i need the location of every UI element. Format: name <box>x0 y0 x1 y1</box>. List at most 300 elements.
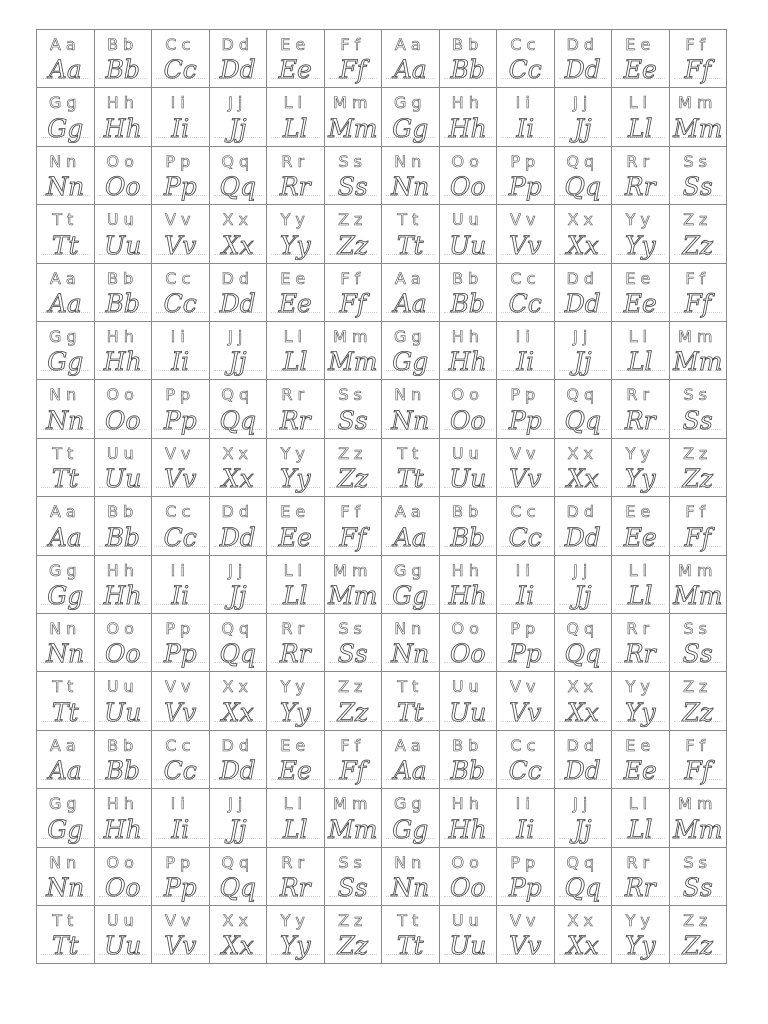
letter-cell <box>496 263 555 322</box>
cursive-trace-text: Ss <box>682 172 713 202</box>
print-letter-pair: Oo <box>106 619 139 638</box>
letter-cell <box>669 29 728 88</box>
print-letter-pair: Mm <box>333 794 373 814</box>
print-letter-pair: Mm <box>333 93 373 113</box>
cursive-letter-pair <box>37 524 94 552</box>
cursive-trace-text: Pp <box>508 405 542 435</box>
letter-cell <box>554 204 613 263</box>
letter-cell <box>151 379 210 438</box>
letter-cell <box>151 613 210 672</box>
letter-cell <box>94 671 153 730</box>
cursive-trace-text: Mm <box>673 580 723 610</box>
letter-cell <box>496 847 555 906</box>
cursive-trace-text: Ll <box>282 347 308 377</box>
print-letter-pair: Yy <box>280 677 310 697</box>
letter-cell <box>151 496 210 555</box>
cursive-trace-text: Ss <box>337 405 368 435</box>
print-letter-pair: Cc <box>510 268 541 288</box>
cursive-trace-text: Qq <box>564 405 601 435</box>
cursive-letter-pair <box>267 699 324 727</box>
letter-cell <box>94 788 153 847</box>
print-letter-pair: Ee <box>625 268 656 288</box>
print-letter-pair: Mm <box>333 560 373 580</box>
cursive-letter-pair <box>152 699 209 727</box>
cursive-trace-text: Yy <box>279 697 311 727</box>
cursive-letter-pair <box>382 640 439 668</box>
print-letter-pair: Cc <box>510 735 541 755</box>
letter-cell <box>439 379 498 438</box>
print-letter-pair: Bb <box>107 268 139 288</box>
cursive-trace-text: Oo <box>449 872 486 902</box>
print-letter-pair: Gg <box>48 794 82 814</box>
cursive-letter-pair <box>95 816 152 844</box>
cursive-letter-pair <box>37 173 94 201</box>
print-letter-pair: Zz <box>338 677 368 697</box>
print-letter-pair: Vv <box>510 443 541 463</box>
cursive-letter-pair <box>210 465 267 493</box>
letter-cell <box>439 905 498 964</box>
cursive-letter-pair <box>497 232 554 260</box>
cursive-letter-pair <box>670 699 727 727</box>
print-letter-pair: Dd <box>566 502 599 522</box>
cursive-trace-text: Ll <box>627 347 653 377</box>
letter-cell <box>554 847 613 906</box>
cursive-letter-pair <box>440 173 497 201</box>
letter-cell <box>324 905 383 964</box>
cursive-letter-pair <box>95 173 152 201</box>
print-letter-pair: Bb <box>452 502 484 522</box>
cursive-trace-text: Uu <box>449 230 487 260</box>
cursive-trace-text: Uu <box>449 931 487 961</box>
letter-cell <box>36 29 95 88</box>
cursive-letter-pair <box>670 407 727 435</box>
cursive-letter-pair <box>267 173 324 201</box>
cursive-trace-text: Zz <box>337 931 369 961</box>
cursive-letter-pair <box>555 56 612 84</box>
print-letter-pair: Nn <box>49 852 82 872</box>
cursive-letter-pair <box>95 932 152 960</box>
cursive-trace-text: Rr <box>624 639 656 669</box>
print-letter-pair: Ii <box>515 327 535 346</box>
print-letter-pair: Yy <box>625 210 655 230</box>
cursive-trace-text: Pp <box>163 872 197 902</box>
cursive-trace-text: Bb <box>450 288 485 318</box>
letter-cell <box>439 496 498 555</box>
cursive-letter-pair <box>152 932 209 960</box>
cursive-trace-text: Gg <box>47 347 84 377</box>
cursive-letter-pair <box>670 290 727 318</box>
cursive-trace-text: Bb <box>450 522 485 552</box>
letter-cell <box>324 321 383 380</box>
print-letter-pair: Ll <box>283 327 307 346</box>
cursive-trace-text: Mm <box>673 113 723 143</box>
letter-cell <box>554 87 613 146</box>
print-letter-pair: Ll <box>628 93 652 113</box>
cursive-trace-text: Ee <box>278 288 312 318</box>
cursive-trace-text: Qq <box>219 405 256 435</box>
print-letter-pair: Jj <box>228 327 248 346</box>
cursive-trace-text: Nn <box>46 405 85 435</box>
print-letter-pair: Mm <box>678 327 718 346</box>
print-letter-pair: Nn <box>49 385 82 405</box>
cursive-trace-text: Ss <box>337 172 368 202</box>
print-letter-pair: Uu <box>106 443 139 463</box>
cursive-trace-text: Zz <box>682 230 714 260</box>
cursive-letter-pair <box>325 348 382 376</box>
print-letter-pair: Gg <box>48 327 82 346</box>
cursive-trace-text: Dd <box>564 756 601 786</box>
print-letter-pair: Nn <box>394 151 427 171</box>
cursive-letter-pair <box>210 757 267 785</box>
cursive-letter-pair <box>37 582 94 610</box>
cursive-trace-text: Mm <box>328 814 378 844</box>
letter-cell <box>669 321 728 380</box>
print-letter-pair: Rr <box>626 151 655 171</box>
cursive-letter-pair <box>555 874 612 902</box>
letter-cell <box>611 730 670 789</box>
cursive-letter-pair <box>440 816 497 844</box>
letter-cell <box>496 613 555 672</box>
letter-cell <box>209 847 268 906</box>
letter-cell <box>669 847 728 906</box>
cursive-trace-text: Hh <box>103 347 142 377</box>
cursive-trace-text: Jj <box>573 347 592 377</box>
cursive-letter-pair <box>325 874 382 902</box>
letter-cell <box>151 263 210 322</box>
cursive-trace-text: Xx <box>566 931 599 961</box>
cursive-letter-pair <box>325 640 382 668</box>
cursive-trace-text: Xx <box>221 464 254 494</box>
cursive-letter-pair <box>95 56 152 84</box>
letter-cell <box>209 87 268 146</box>
cursive-letter-pair <box>325 56 382 84</box>
print-letter-pair: Ff <box>340 268 366 288</box>
cursive-trace-text: Rr <box>624 872 656 902</box>
print-letter-pair: Yy <box>625 677 655 697</box>
cursive-trace-text: Zz <box>337 230 369 260</box>
print-letter-pair: Cc <box>165 268 196 288</box>
cursive-letter-pair <box>670 874 727 902</box>
print-letter-pair: Ee <box>625 735 656 755</box>
print-letter-pair: Mm <box>333 327 373 346</box>
cursive-trace-text: Ii <box>516 814 535 844</box>
cursive-trace-text: Bb <box>105 55 140 85</box>
cursive-trace-text: Cc <box>163 756 197 786</box>
letter-cell <box>151 730 210 789</box>
cursive-letter-pair <box>497 874 554 902</box>
letter-cell <box>209 788 268 847</box>
cursive-trace-text: Mm <box>673 814 723 844</box>
print-letter-pair: Ee <box>625 35 656 54</box>
print-letter-pair: Xx <box>222 443 253 463</box>
print-letter-pair: Dd <box>566 735 599 755</box>
print-letter-pair: Pp <box>165 619 196 638</box>
cursive-trace-text: Ii <box>171 347 190 377</box>
print-letter-pair: Tt <box>397 210 424 230</box>
print-letter-pair: Vv <box>510 677 541 697</box>
letter-cell <box>151 321 210 380</box>
cursive-trace-text: Jj <box>228 113 247 143</box>
cursive-trace-text: Aa <box>393 522 427 552</box>
cursive-letter-pair <box>325 699 382 727</box>
cursive-letter-pair <box>670 348 727 376</box>
cursive-letter-pair <box>382 874 439 902</box>
cursive-letter-pair <box>382 407 439 435</box>
letter-cell <box>324 671 383 730</box>
letter-cell <box>209 379 268 438</box>
print-letter-pair: Yy <box>280 911 310 930</box>
cursive-trace-text: Zz <box>337 464 369 494</box>
cursive-trace-text: Tt <box>51 464 79 494</box>
letter-cell <box>209 263 268 322</box>
cursive-trace-text: Gg <box>392 580 429 610</box>
cursive-trace-text: Qq <box>564 639 601 669</box>
print-letter-pair: Tt <box>397 443 424 463</box>
cursive-letter-pair <box>152 816 209 844</box>
print-letter-pair: Dd <box>566 35 599 54</box>
cursive-trace-text: Ii <box>516 580 535 610</box>
cursive-trace-text: Uu <box>104 230 142 260</box>
cursive-letter-pair <box>440 465 497 493</box>
letter-cell <box>381 788 440 847</box>
cursive-trace-text: Hh <box>103 580 142 610</box>
print-letter-pair: Ss <box>338 619 367 638</box>
print-letter-pair: Uu <box>451 210 484 230</box>
cursive-letter-pair <box>555 348 612 376</box>
letter-cell <box>36 788 95 847</box>
cursive-letter-pair <box>612 582 669 610</box>
cursive-letter-pair <box>440 582 497 610</box>
cursive-trace-text: Ff <box>339 55 367 85</box>
letter-cell <box>611 263 670 322</box>
letter-cell <box>669 146 728 205</box>
cursive-trace-text: Tt <box>396 931 424 961</box>
print-letter-pair: Cc <box>165 735 196 755</box>
letter-cell <box>209 204 268 263</box>
print-letter-pair: Tt <box>397 677 424 697</box>
print-letter-pair: Gg <box>393 560 427 580</box>
cursive-letter-pair <box>440 56 497 84</box>
cursive-trace-text: Yy <box>279 230 311 260</box>
cursive-letter-pair <box>555 932 612 960</box>
letter-cell <box>439 788 498 847</box>
letter-cell <box>611 613 670 672</box>
print-letter-pair: Vv <box>165 911 196 930</box>
cursive-letter-pair <box>497 932 554 960</box>
cursive-trace-text: Jj <box>228 580 247 610</box>
print-letter-pair: Ff <box>340 502 366 522</box>
letter-cell <box>209 905 268 964</box>
cursive-trace-text: Ii <box>516 113 535 143</box>
cursive-letter-pair <box>267 348 324 376</box>
print-letter-pair: Jj <box>228 794 248 814</box>
print-letter-pair: Yy <box>280 210 310 230</box>
cursive-trace-text: Ll <box>282 580 308 610</box>
print-letter-pair: Bb <box>452 35 484 54</box>
cursive-letter-pair <box>382 524 439 552</box>
cursive-letter-pair <box>152 524 209 552</box>
cursive-trace-text: Vv <box>164 230 197 260</box>
print-letter-pair: Ss <box>683 619 712 638</box>
print-letter-pair: Cc <box>510 35 541 54</box>
print-letter-pair: Hh <box>106 327 139 346</box>
cursive-trace-text: Tt <box>51 931 79 961</box>
print-letter-pair: Oo <box>451 385 484 405</box>
letter-cell <box>266 730 325 789</box>
letter-cell <box>381 321 440 380</box>
print-letter-pair: Ll <box>283 93 307 113</box>
cursive-trace-text: Tt <box>51 697 79 727</box>
letter-cell <box>611 321 670 380</box>
cursive-letter-pair <box>382 465 439 493</box>
letter-cell <box>36 613 95 672</box>
cursive-trace-text: Rr <box>624 172 656 202</box>
print-letter-pair: Yy <box>280 443 310 463</box>
letter-cell <box>669 87 728 146</box>
cursive-letter-pair <box>95 524 152 552</box>
print-letter-pair: Bb <box>452 735 484 755</box>
cursive-trace-text: Cc <box>163 55 197 85</box>
cursive-letter-pair <box>670 524 727 552</box>
cursive-trace-text: Yy <box>279 931 311 961</box>
letter-cell <box>611 29 670 88</box>
print-letter-pair: Dd <box>221 502 254 522</box>
print-letter-pair: Aa <box>49 268 81 288</box>
cursive-trace-text: Nn <box>391 405 430 435</box>
print-letter-pair: Rr <box>626 852 655 872</box>
cursive-letter-pair <box>555 524 612 552</box>
cursive-trace-text: Ss <box>682 872 713 902</box>
cursive-letter-pair <box>497 699 554 727</box>
cursive-letter-pair <box>612 290 669 318</box>
print-letter-pair: Zz <box>338 210 368 230</box>
print-letter-pair: Nn <box>394 619 427 638</box>
print-letter-pair: Ee <box>280 735 311 755</box>
cursive-letter-pair <box>37 348 94 376</box>
letter-cell <box>611 496 670 555</box>
cursive-trace-text: Oo <box>104 872 141 902</box>
print-letter-pair: Xx <box>567 677 598 697</box>
cursive-letter-pair <box>267 407 324 435</box>
cursive-letter-pair <box>670 56 727 84</box>
cursive-trace-text: Ee <box>623 288 657 318</box>
cursive-letter-pair <box>210 874 267 902</box>
letter-cell <box>669 613 728 672</box>
print-letter-pair: Aa <box>394 268 426 288</box>
letter-cell <box>554 788 613 847</box>
cursive-letter-pair <box>37 290 94 318</box>
letter-cell <box>496 29 555 88</box>
print-letter-pair: Uu <box>106 677 139 697</box>
letter-cell <box>324 847 383 906</box>
letter-cell <box>36 905 95 964</box>
letter-cell <box>324 438 383 497</box>
print-letter-pair: Hh <box>451 560 484 580</box>
print-letter-pair: Ff <box>685 268 711 288</box>
letter-cell <box>324 788 383 847</box>
print-letter-pair: Cc <box>165 502 196 522</box>
cursive-trace-text: Qq <box>564 172 601 202</box>
cursive-letter-pair <box>497 290 554 318</box>
cursive-letter-pair <box>612 465 669 493</box>
print-letter-pair: Aa <box>394 35 426 54</box>
cursive-letter-pair <box>497 115 554 143</box>
cursive-trace-text: Ss <box>337 872 368 902</box>
print-letter-pair: Zz <box>683 911 713 930</box>
letter-cell <box>266 204 325 263</box>
cursive-trace-text: Cc <box>163 522 197 552</box>
cursive-trace-text: Pp <box>163 639 197 669</box>
cursive-letter-pair <box>267 290 324 318</box>
cursive-trace-text: Oo <box>104 639 141 669</box>
cursive-trace-text: Tt <box>396 464 424 494</box>
letter-cell <box>381 847 440 906</box>
cursive-trace-text: Dd <box>219 288 256 318</box>
cursive-letter-pair <box>555 640 612 668</box>
print-letter-pair: Bb <box>452 268 484 288</box>
cursive-trace-text: Dd <box>219 522 256 552</box>
cursive-letter-pair <box>382 115 439 143</box>
letter-cell <box>496 204 555 263</box>
letter-cell <box>611 379 670 438</box>
letter-cell <box>151 146 210 205</box>
print-letter-pair: Mm <box>678 560 718 580</box>
cursive-trace-text: Xx <box>221 931 254 961</box>
cursive-trace-text: Dd <box>219 55 256 85</box>
print-letter-pair: Aa <box>49 502 81 522</box>
cursive-trace-text: Oo <box>104 172 141 202</box>
letter-cell <box>266 905 325 964</box>
cursive-letter-pair <box>612 816 669 844</box>
letter-cell <box>36 847 95 906</box>
letter-cell <box>209 613 268 672</box>
cursive-trace-text: Bb <box>105 288 140 318</box>
cursive-letter-pair <box>37 816 94 844</box>
letter-cell <box>266 379 325 438</box>
print-letter-pair: Rr <box>626 619 655 638</box>
letter-cell <box>554 555 613 614</box>
print-letter-pair: Ii <box>170 327 190 346</box>
cursive-letter-pair <box>210 524 267 552</box>
print-letter-pair: Ii <box>515 560 535 580</box>
letter-cell <box>94 204 153 263</box>
cursive-trace-text: Gg <box>392 814 429 844</box>
cursive-trace-text: Rr <box>279 872 311 902</box>
cursive-letter-pair <box>95 874 152 902</box>
cursive-trace-text: Gg <box>392 113 429 143</box>
print-letter-pair: Pp <box>165 385 196 405</box>
print-letter-pair: Hh <box>106 794 139 814</box>
print-letter-pair: Aa <box>49 35 81 54</box>
letter-cell <box>36 730 95 789</box>
print-letter-pair: Ss <box>683 151 712 171</box>
cursive-trace-text: Xx <box>566 697 599 727</box>
cursive-letter-pair <box>497 816 554 844</box>
cursive-trace-text: Oo <box>449 172 486 202</box>
cursive-letter-pair <box>612 407 669 435</box>
print-letter-pair: Rr <box>626 385 655 405</box>
cursive-letter-pair <box>210 932 267 960</box>
cursive-letter-pair <box>497 465 554 493</box>
cursive-letter-pair <box>497 348 554 376</box>
letter-cell <box>611 87 670 146</box>
letter-cell <box>94 263 153 322</box>
letter-cell <box>381 905 440 964</box>
cursive-letter-pair <box>440 290 497 318</box>
letter-cell <box>36 321 95 380</box>
cursive-letter-pair <box>325 290 382 318</box>
print-letter-pair: Dd <box>566 268 599 288</box>
